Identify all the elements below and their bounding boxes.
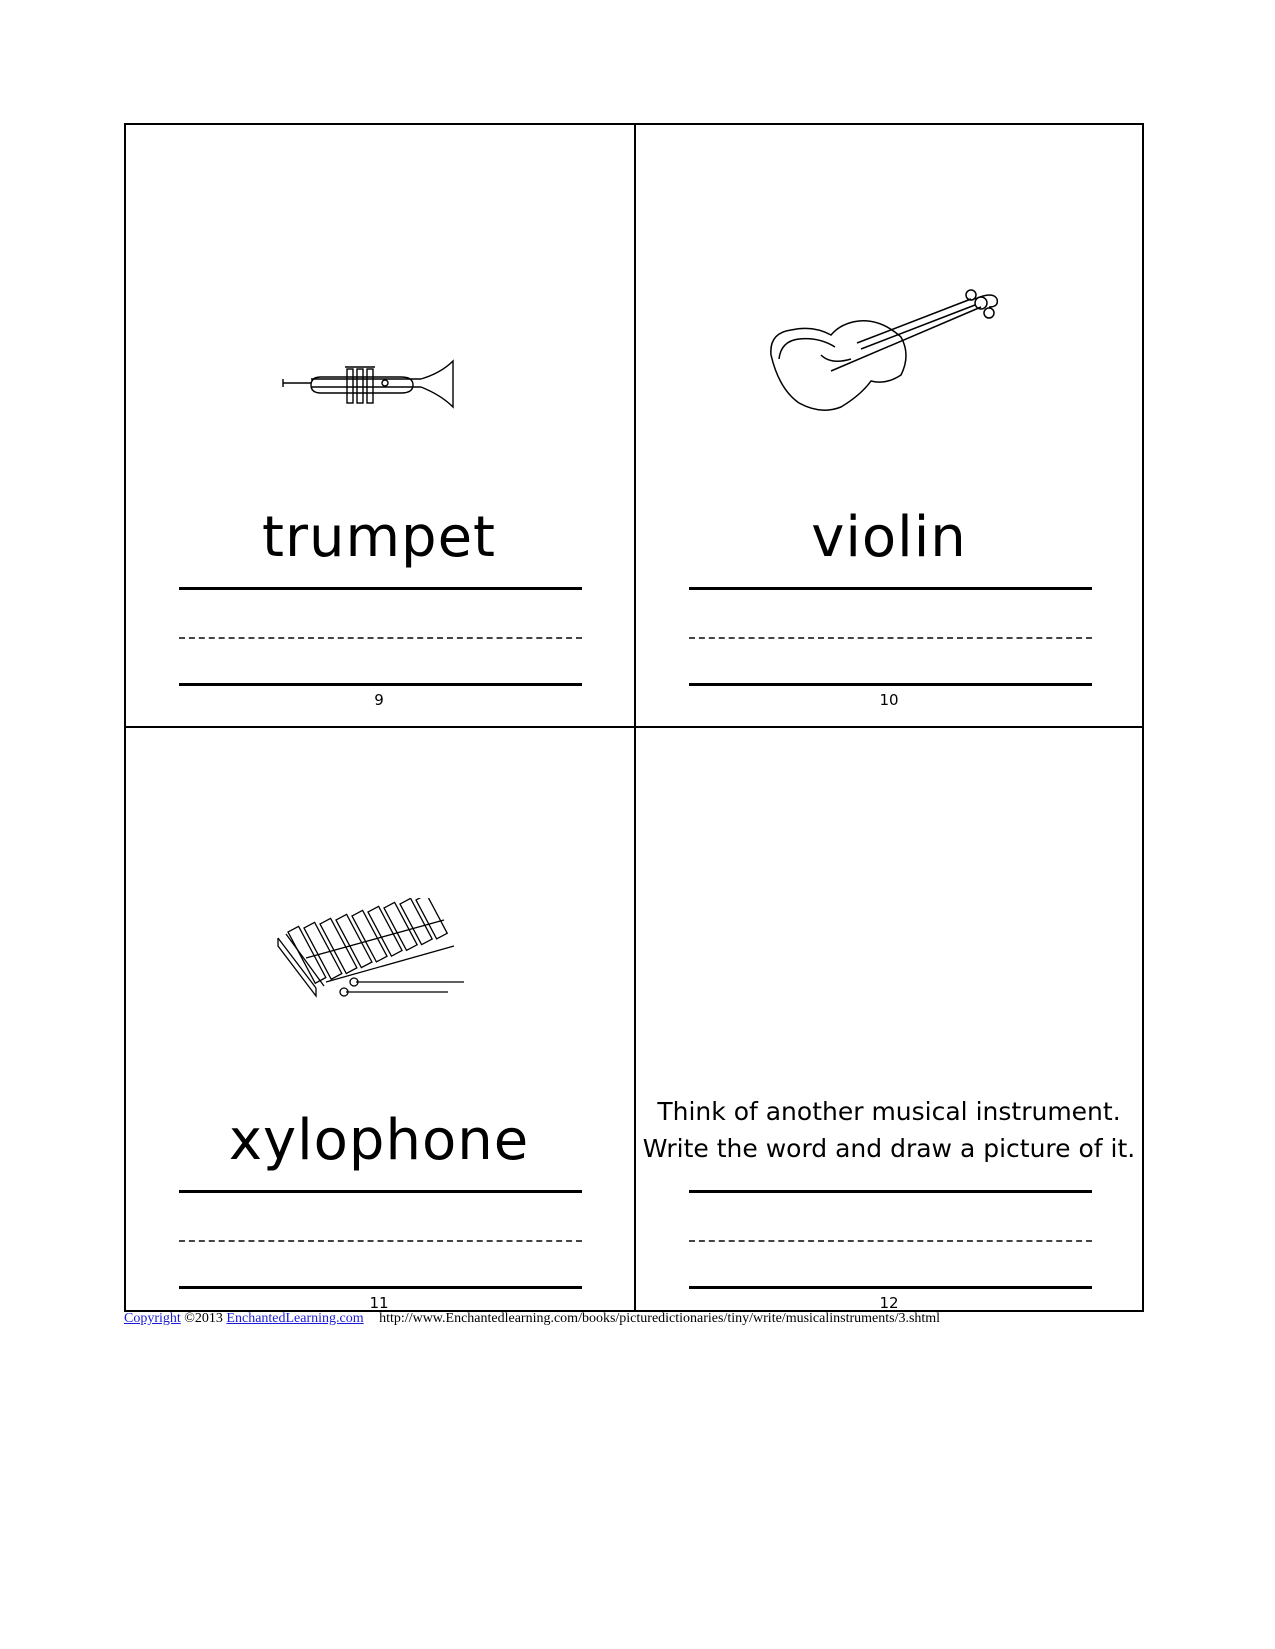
xylophone-icon [276, 898, 466, 1008]
page-number: 11 [369, 1294, 389, 1312]
card-word: trumpet [262, 505, 496, 570]
copyright-year: ©2013 [184, 1311, 223, 1326]
writing-bottom-line [689, 683, 1092, 686]
prompt-line-2: Write the word and draw a picture of it. [642, 1134, 1136, 1163]
card-word: xylophone [228, 1108, 530, 1173]
footer [124, 1311, 940, 1327]
writing-bottom-line [689, 1286, 1092, 1289]
card-xylophone [126, 728, 632, 1327]
page-number: 9 [374, 691, 384, 709]
page-url: http://www.Enchantedlearning.com/books/picturedictionaries/tiny/write/musicalinstruments/3.shtml [379, 1311, 941, 1326]
card-violin [636, 125, 1142, 724]
writing-dashed-line [179, 1240, 582, 1242]
card-prompt [636, 728, 1142, 1327]
writing-top-line [689, 587, 1092, 590]
page-number: 12 [879, 1294, 899, 1312]
writing-top-line [179, 587, 582, 590]
trumpet-icon [281, 355, 461, 415]
writing-bottom-line [179, 1286, 582, 1289]
writing-bottom-line [179, 683, 582, 686]
writing-dashed-line [179, 637, 582, 639]
site-link[interactable]: EnchantedLearning.com [226, 1311, 364, 1326]
violin-icon [761, 285, 1001, 420]
prompt-line-1: Think of another musical instrument. [657, 1097, 1121, 1126]
writing-dashed-line [689, 1240, 1092, 1242]
page-number: 10 [879, 691, 899, 709]
writing-top-line [179, 1190, 582, 1193]
writing-dashed-line [689, 637, 1092, 639]
copyright-link[interactable]: Copyright [124, 1311, 181, 1326]
prompt-text [636, 1093, 1142, 1167]
booklet-grid [124, 123, 1144, 1312]
card-word: violin [811, 505, 967, 570]
writing-top-line [689, 1190, 1092, 1193]
card-trumpet [126, 125, 632, 724]
